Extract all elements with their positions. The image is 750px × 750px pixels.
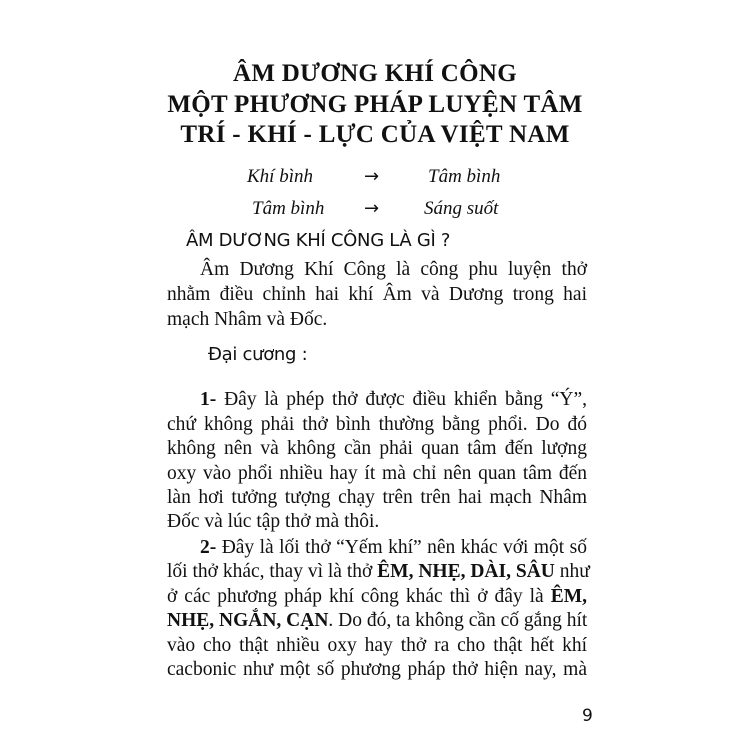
point2-line xyxy=(167,586,587,608)
point1-text: Đây là phép thở được điều khiển bằng “Ý”, xyxy=(216,389,587,410)
point2-line: cacbonic như một số phương pháp thở hiện nay, mà xyxy=(167,659,587,680)
motto-1-from: Khí bình xyxy=(247,166,313,187)
point2-line: vào cho thật nhiều oxy hay thở ra cho thật hết khí xyxy=(167,635,587,656)
point2-number: 2- xyxy=(200,537,217,558)
motto-1-to: Tâm bình xyxy=(428,166,501,187)
motto-2-to: Sáng suốt xyxy=(424,198,499,219)
point2-text: Đây là lối thở “Yếm khí” nên khác với một số xyxy=(216,537,587,558)
point2-bold-text: ÊM, NHẸ, DÀI, SÂU xyxy=(377,561,555,582)
page-number: 9 xyxy=(582,706,593,726)
point1-line: Đốc và lúc tập thở mà thôi. xyxy=(167,511,380,532)
point1-line: chứ không phải thở bình thường bằng phổi. Do đó xyxy=(167,414,587,435)
subheading: Đại cương : xyxy=(208,344,308,365)
point1-line xyxy=(200,389,587,411)
section-heading: ÂM DƯƠNG KHÍ CÔNG LÀ GÌ ? xyxy=(186,230,451,251)
point2-line xyxy=(200,537,587,559)
point2-text: như xyxy=(554,561,590,582)
point1-line: không nên và không cần phải quan tâm đến lượng xyxy=(167,438,587,459)
point2-line xyxy=(167,561,590,583)
intro-line: mạch Nhâm và Đốc. xyxy=(167,309,328,330)
motto-2-from: Tâm bình xyxy=(252,198,325,219)
point2-text: ở các phương pháp khí công khác thì ở đây là xyxy=(167,586,551,607)
arrow-right-icon: → xyxy=(364,166,380,187)
title-line-1: ÂM DƯƠNG KHÍ CÔNG xyxy=(232,60,518,87)
point1-line: oxy vào phổi nhiều hay ít mà chỉ nên quan tâm đến xyxy=(167,463,587,484)
arrow-right-icon: → xyxy=(364,198,380,219)
point1-number: 1- xyxy=(200,389,217,410)
point2-line xyxy=(167,610,587,632)
title-line-3: TRÍ - KHÍ - LỰC CỦA VIỆT NAM xyxy=(180,121,570,148)
title-line-2: MỘT PHƯƠNG PHÁP LUYỆN TÂM xyxy=(167,91,583,118)
point2-text: lối thở khác, thay vì là thở xyxy=(167,561,378,582)
intro-line: Âm Dương Khí Công là công phu luyện thở xyxy=(200,259,587,280)
point2-bold-text: NHẸ, NGẮN, CẠN xyxy=(167,610,329,631)
intro-line: nhằm điều chỉnh hai khí Âm và Dương trong hai xyxy=(167,284,587,305)
point2-text: . Do đó, ta không cần cố gắng hít xyxy=(328,610,588,631)
point2-bold-text: ÊM, xyxy=(550,586,587,607)
point1-line: làn hơi tưởng tượng chạy trên trên hai mạch Nhâm xyxy=(167,487,587,508)
